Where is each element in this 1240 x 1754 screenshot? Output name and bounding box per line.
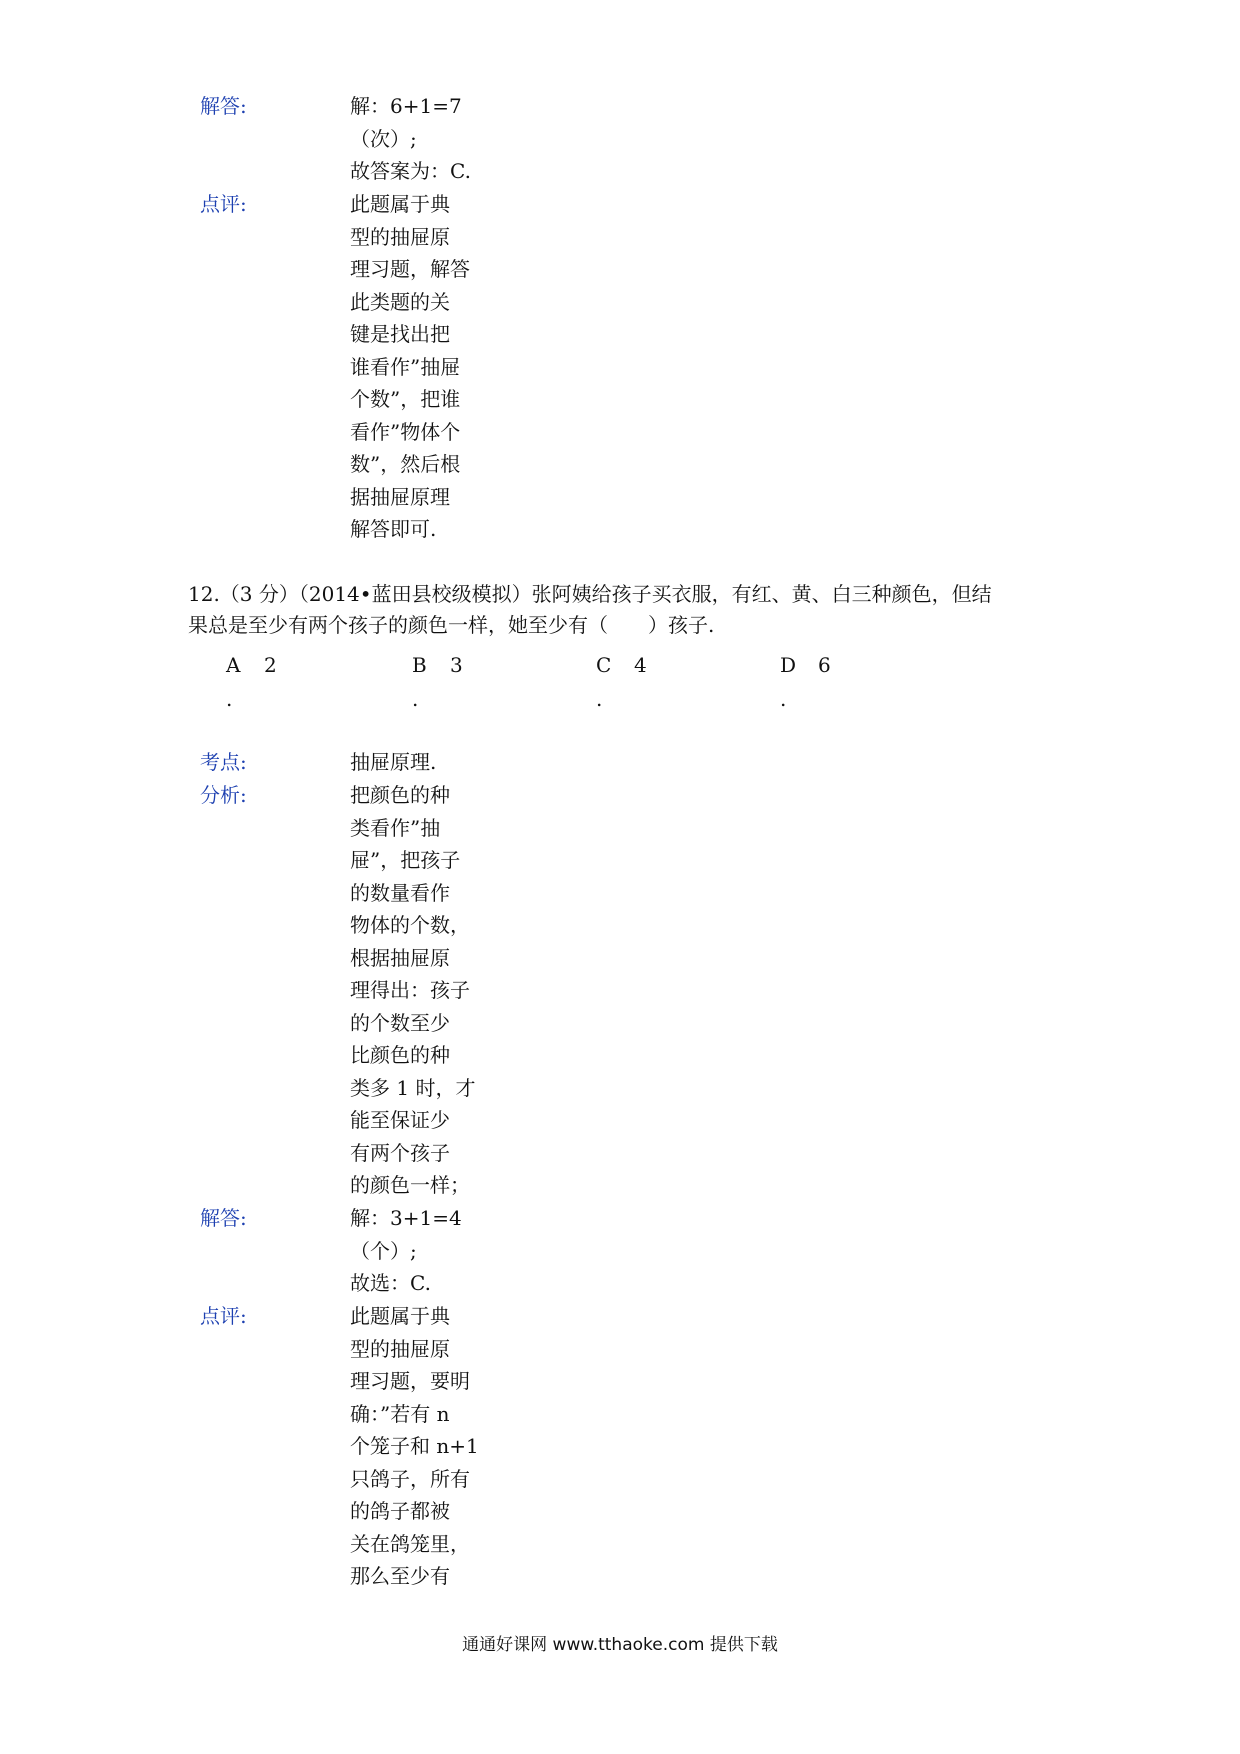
answer-text-2: 解：3+1=4 （个）; 故选：C. [350,1206,462,1295]
option-d: D 6 . [780,653,831,711]
page-footer: 通通好课网 www.tthaoke.com 提供下载 [462,1635,778,1655]
question-12 [188,579,1068,641]
question-line-1: 12.（3 分）（2014•蓝田县校级模拟）张阿姨给孩子买衣服，有红、黄、白三种颜色，但结 [188,582,992,606]
point-text: 抽屉原理. [350,750,437,774]
option-b: B 3 . [412,653,463,711]
question-line-2: 果总是至少有两个孩子的颜色一样，她至少有（ ）孩子. [188,613,715,637]
answer-text-1: 解：6+1=7 （次）; 故答案为：C. [350,94,471,183]
option-a: A 2 . [226,653,277,711]
comment-label-2: 点评: [200,1304,247,1328]
analysis-text: 把颜色的种 类看作”抽 屉”，把孩子 的数量看作 物体的个数， 根据抽屉原 理得出：孩子 的个数至少 比颜色的种 类多 1 时，才 能至保证少 有两个孩子 的颜色一样； [350,783,476,1197]
comment-text-2: 此题属于典 型的抽屉原 理习题，要明 确：”若有 n 个笼子和 n+1 只鸽子，所有 的鸽子都被 关在鸽笼里， 那么至少有 [350,1304,479,1588]
comment-text-1: 此题属于典 型的抽屉原 理习题，解答 此类题的关 键是找出把 谁看作”抽屉 个数”，把谁 看作”物体个 数”，然后根 据抽屉原理 解答即可. [350,192,470,541]
comment-label-1: 点评: [200,192,247,216]
answer-label-1: 解答: [200,94,247,118]
point-label: 考点: [200,750,247,774]
analysis-label: 分析: [200,783,247,807]
option-c: C 4 . [596,653,647,711]
answer-label-2: 解答: [200,1206,247,1230]
